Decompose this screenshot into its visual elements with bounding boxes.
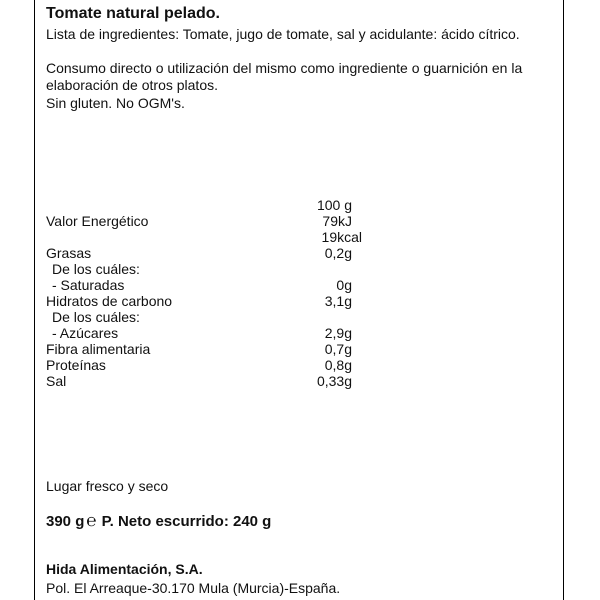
energy-kcal-value: 19kcal	[321, 229, 362, 245]
nutrient-label: Fibra alimentaria	[46, 341, 151, 357]
nutrient-value: 3,1g	[324, 293, 352, 309]
nutrient-value: 0,2g	[324, 245, 352, 261]
nutrient-value: 0,33g	[316, 373, 352, 389]
company-name: Hida Alimentación, S.A.	[46, 561, 203, 577]
nutrient-label: De los cuáles:	[52, 261, 140, 277]
storage-text: Lugar fresco y seco	[46, 478, 169, 494]
nutrient-label: Proteínas	[46, 357, 106, 373]
usage-text-line2: elaboración de otros platos.	[46, 77, 218, 93]
nutrient-label: De los cuáles:	[52, 309, 140, 325]
drained-weight: P. Neto escurrido: 240 g	[101, 513, 272, 530]
nutrient-label: Sal	[46, 373, 67, 389]
usage-text-line1: Consumo directo o utilización del mismo como ingrediente o guarnición en la	[46, 60, 523, 76]
energy-kj-value: 79kJ	[322, 213, 352, 229]
nutrient-value: 0g	[336, 277, 352, 293]
product-title: Tomate natural pelado.	[46, 5, 220, 22]
nutrient-value: 0,8g	[324, 357, 352, 373]
company-address: Pol. El Arreaque-30.170 Mula (Murcia)-España.	[46, 580, 341, 596]
nutrient-label: Hidratos de carbono	[46, 293, 173, 309]
net-weight-line	[46, 512, 271, 531]
nutrient-label: - Azúcares	[52, 325, 119, 341]
nutrient-label: Grasas	[46, 245, 92, 261]
ingredients-text: Lista de ingredientes: Tomate, jugo de tomate, sal y acidulante: ácido cítrico.	[46, 26, 520, 42]
nutrient-label: - Saturadas	[52, 277, 125, 293]
net-weight: 390 g	[46, 513, 85, 530]
nutrient-value: 2,9g	[324, 325, 352, 341]
nutrition-header: 100 g	[316, 197, 352, 213]
energy-label: Valor Energético	[46, 213, 149, 229]
estimated-sign-icon: ℮	[86, 511, 97, 530]
nutrient-value: 0,7g	[324, 341, 352, 357]
gluten-text: Sin gluten. No OGM's.	[46, 95, 185, 111]
